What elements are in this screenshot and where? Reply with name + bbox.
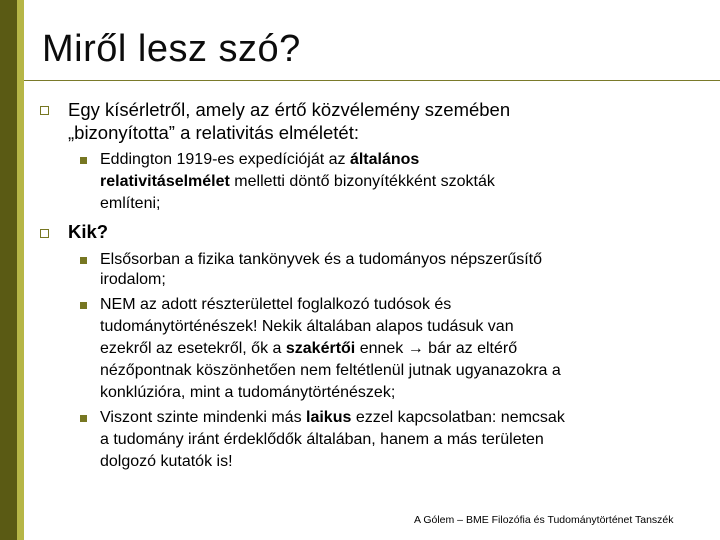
hollow-square-bullet-icon [40,106,49,115]
sub-bullet-eddington-line-3: említeni; [100,195,161,212]
bullet-1-line-1: Egy kísérletről, amely az értő közvélemény szemében [68,99,511,120]
sub-bullet-textbooks-line-2: irodalom; [100,271,166,288]
sub-bullet-eddington-line-1: Eddington 1919-es expedícióját az általános [100,151,420,168]
sub-bullet-textbooks-line-1: Elsősorban a fizika tankönyvek és a tudományos népszerűsítő [100,251,543,268]
footer-credit: A Gólem – BME Filozófia és Tudománytörténet Tanszék [414,514,674,526]
sidebar-dark-stripe [0,0,17,540]
sidebar-light-stripe [17,0,24,540]
hollow-square-bullet-icon [40,229,49,238]
sub-bullet-experts-line-5: konklúzióra, mint a tudománytörténészek; [100,384,396,401]
filled-square-bullet-icon [80,415,87,422]
sub-bullet-experts-line-1: NEM az adott részterülettel foglalkozó tudósok és [100,296,452,313]
right-arrow-icon: → [407,340,424,357]
title-divider [24,80,720,81]
filled-square-bullet-icon [80,302,87,309]
slide-title: Miről lesz szó? [42,28,301,70]
filled-square-bullet-icon [80,257,87,264]
bullet-2-heading: Kik? [68,221,109,242]
sub-bullet-laymen-line-3: dolgozó kutatók is! [100,453,233,470]
sub-bullet-laymen-line-1: Viszont szinte mindenki más laikus ezzel kapcsolatban: nemcsak [100,409,565,426]
sub-bullet-experts-line-4: nézőpontnak köszönhetően nem feltétlenül jutnak ugyanazokra a [100,362,561,379]
sub-bullet-experts-line-2: tudománytörténészek! Nekik általában alapos tudásuk van [100,318,514,335]
sub-bullet-experts-line-3: ezekről az esetekről, ők a szakértői ennek → bár az eltérő [100,340,518,357]
bullet-1-line-2: „bizonyította” a relativitás elméletét: [68,122,359,143]
sub-bullet-laymen-line-2: a tudomány iránt érdeklődők általában, hanem a más területen [100,431,544,448]
filled-square-bullet-icon [80,157,87,164]
sub-bullet-eddington-line-2: relativitáselmélet melletti döntő bizonyítékként szokták [100,173,495,190]
